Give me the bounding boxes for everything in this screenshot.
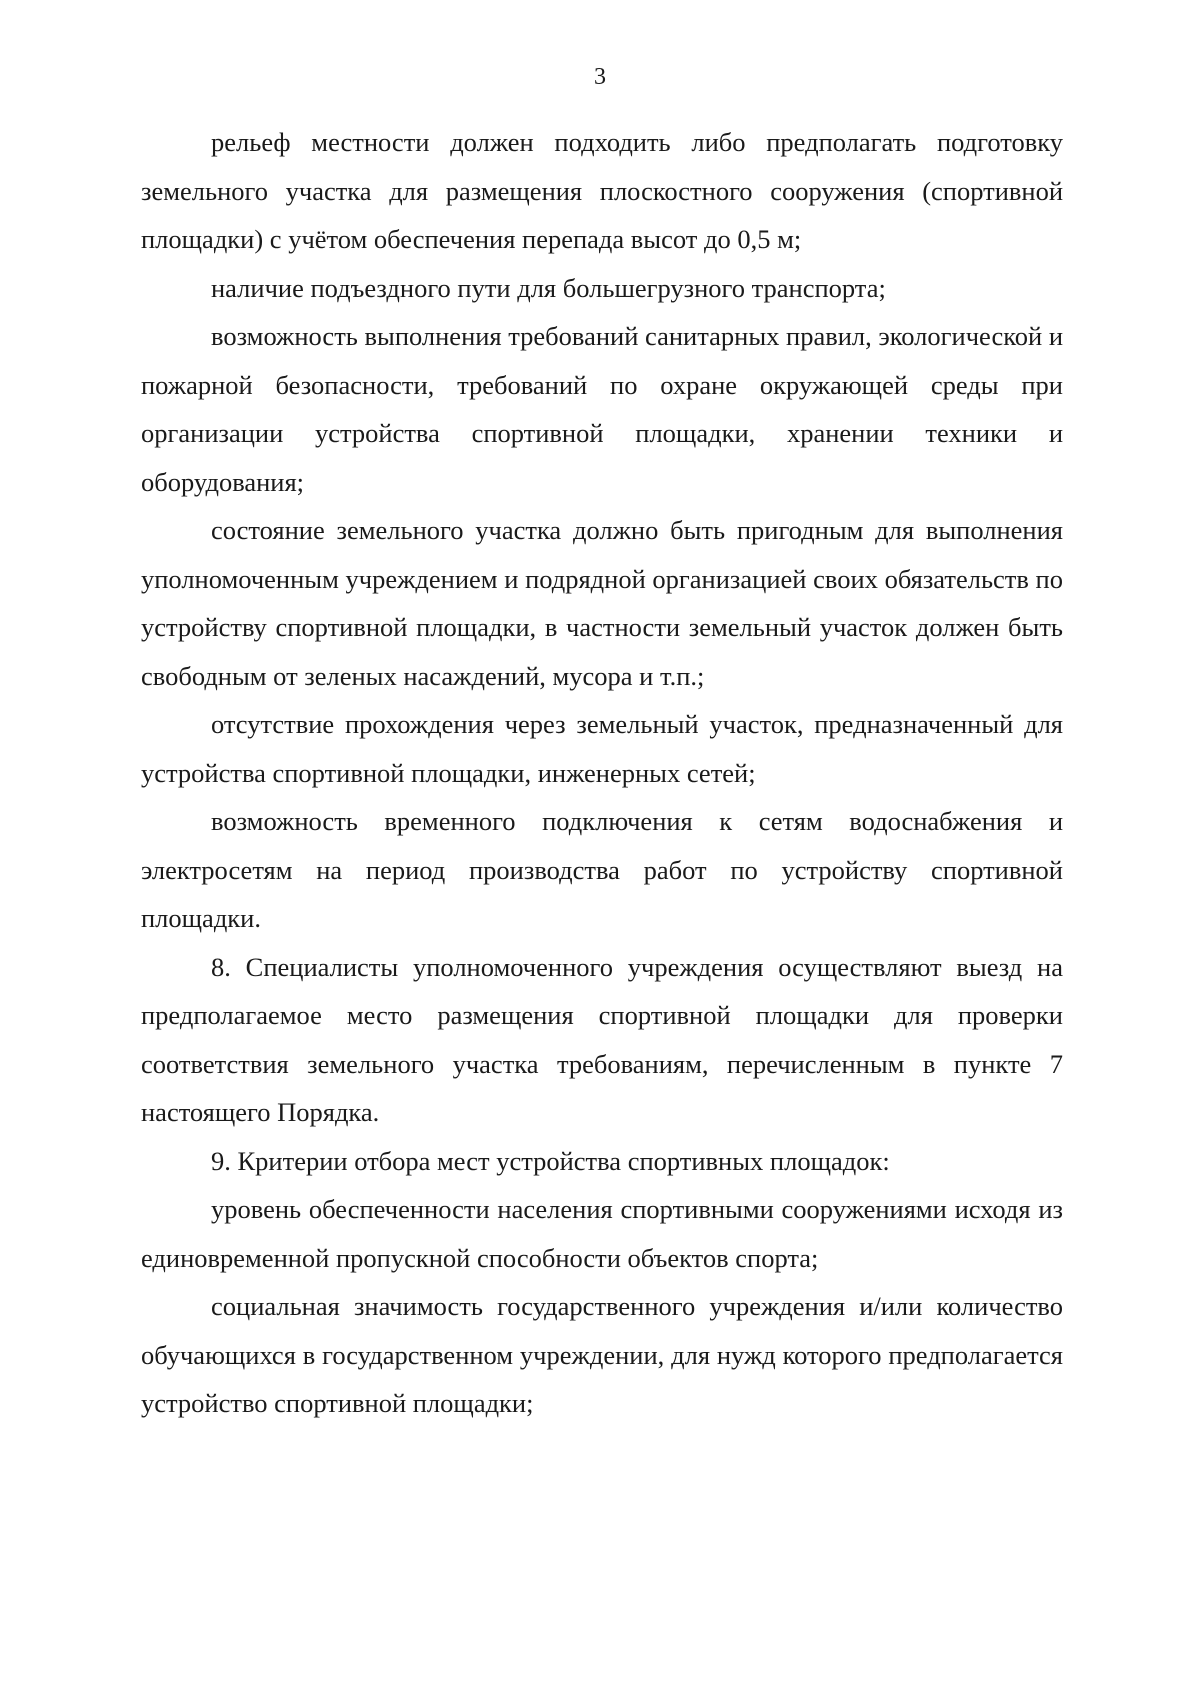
paragraph-utility-connection: возможность временного подключения к сетям водоснабжения и электросетям на период производства работ по устройству спортивной площадки.	[141, 806, 1063, 933]
paragraph-terrain: рельеф местности должен подходить либо предполагать подготовку земельного участка для размещения плоскостного сооружения (спортивной площадки) с учётом обеспечения перепада высот до 0,5 м;	[141, 127, 1063, 254]
paragraph-engineering-networks: отсутствие прохождения через земельный участок, предназначенный для устройства спортивной площадки, инженерных сетей;	[141, 709, 1063, 788]
paragraph-social-significance: социальная значимость государственного учреждения и/или количество обучающихся в государственном учреждении, для нужд которого предполагается устройство спортивной площадки;	[141, 1291, 1063, 1418]
page-number: 3	[594, 64, 606, 90]
paragraph-land-condition: состояние земельного участка должно быть пригодным для выполнения уполномоченным учреждением и подрядной организацией своих обязательств по устройству спортивной площадки, в частности земельный участок должен быть свободным от зеленых насаждений, мусора и т.п.;	[141, 515, 1063, 691]
paragraph-item-9: 9. Критерии отбора мест устройства спортивных площадок:	[211, 1145, 890, 1176]
paragraph-access-road: наличие подъездного пути для большегрузного транспорта;	[211, 272, 886, 303]
paragraph-provision-level: уровень обеспеченности населения спортивными сооружениями исходя из единовременной пропускной способности объектов спорта;	[141, 1194, 1063, 1273]
paragraph-sanitary-requirements: возможность выполнения требований санитарных правил, экологической и пожарной безопасности, требований по охране окружающей среды при организации устройства спортивной площадки, хранении техники и оборудования;	[141, 321, 1063, 497]
document-body	[141, 118, 1063, 1428]
paragraph-item-8: 8. Специалисты уполномоченного учреждения осуществляют выезд на предполагаемое место размещения спортивной площадки для проверки соответствия земельного участка требованиям, перечисленным в пункте 7 настоящего Порядка.	[141, 951, 1063, 1127]
